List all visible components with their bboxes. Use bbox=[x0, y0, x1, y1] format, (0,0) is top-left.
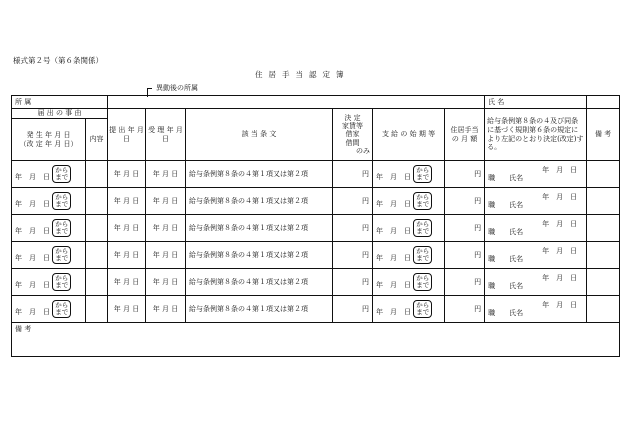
submit-date[interactable]: 年 月 日 bbox=[108, 269, 146, 296]
affiliation-label: 所 属 bbox=[12, 96, 108, 109]
remarks-cell[interactable] bbox=[587, 161, 620, 188]
content-label: 内容 bbox=[86, 119, 108, 161]
monthly-amount-label: 住居手当 の 月 額 bbox=[445, 109, 485, 161]
certification-table bbox=[11, 95, 620, 357]
decided-rent[interactable]: 円 bbox=[333, 296, 373, 323]
decided-rent[interactable]: 円 bbox=[333, 215, 373, 242]
content-cell[interactable] bbox=[86, 242, 108, 269]
footer-remarks[interactable] bbox=[12, 323, 620, 357]
clause-cell[interactable]: 給与条例第８条の４第１項又は第２項 bbox=[186, 296, 333, 323]
receive-date[interactable]: 年 月 日 bbox=[146, 188, 186, 215]
payment-start[interactable]: 年 月 日 から まで bbox=[373, 161, 445, 188]
table-row bbox=[12, 161, 620, 188]
approver-cell[interactable]: 年 月 日 職 氏名 bbox=[485, 242, 587, 269]
from-to-bracket: から まで bbox=[52, 192, 71, 210]
submit-date[interactable]: 年 月 日 bbox=[108, 296, 146, 323]
approver-cell[interactable]: 年 月 日 職 氏名 bbox=[485, 161, 587, 188]
clause-label: 該 当 条 文 bbox=[186, 109, 333, 161]
decided-rent-label: 決 定 家賃等 借家 借間 のみ bbox=[333, 109, 373, 161]
remarks-cell[interactable] bbox=[587, 242, 620, 269]
submit-date[interactable]: 年 月 日 bbox=[108, 161, 146, 188]
occurrence-date[interactable]: 年 月 日 から まで bbox=[12, 161, 86, 188]
monthly-amount[interactable]: 円 bbox=[445, 296, 485, 323]
clause-cell[interactable]: 給与条例第８条の４第１項又は第２項 bbox=[186, 161, 333, 188]
receive-date[interactable]: 年 月 日 bbox=[146, 242, 186, 269]
payment-period-label: 支 給 の 始 期 等 bbox=[373, 109, 445, 161]
data-rows bbox=[12, 161, 620, 323]
name-value[interactable] bbox=[587, 96, 620, 109]
payment-start[interactable]: 年 月 日 から まで bbox=[373, 269, 445, 296]
footer-remarks-row bbox=[12, 323, 620, 357]
payment-start[interactable]: 年 月 日 から まで bbox=[373, 296, 445, 323]
from-to-bracket: から まで bbox=[52, 273, 71, 291]
occurrence-date[interactable]: 年 月 日 から まで bbox=[12, 242, 86, 269]
table-row bbox=[12, 242, 620, 269]
monthly-amount[interactable]: 円 bbox=[445, 215, 485, 242]
receive-date[interactable]: 年 月 日 bbox=[146, 269, 186, 296]
form-number: 様式第２号（第６条関係） bbox=[13, 56, 103, 65]
approver-cell[interactable]: 年 月 日 職 氏名 bbox=[485, 188, 587, 215]
submit-date[interactable]: 年 月 日 bbox=[108, 188, 146, 215]
table-row bbox=[12, 188, 620, 215]
header-row-1 bbox=[12, 109, 620, 119]
receive-date[interactable]: 年 月 日 bbox=[146, 215, 186, 242]
affiliation-row bbox=[12, 96, 620, 109]
approver-cell[interactable]: 年 月 日 職 氏名 bbox=[485, 269, 587, 296]
table-row bbox=[12, 215, 620, 242]
clause-cell[interactable]: 給与条例第８条の４第１項又は第２項 bbox=[186, 215, 333, 242]
from-to-bracket: から まで bbox=[413, 165, 432, 183]
receive-date[interactable]: 年 月 日 bbox=[146, 161, 186, 188]
submit-date-label: 提 出 年 月 日 bbox=[108, 109, 146, 161]
remarks-cell[interactable] bbox=[587, 296, 620, 323]
submit-date[interactable]: 年 月 日 bbox=[108, 242, 146, 269]
decided-rent[interactable]: 円 bbox=[333, 242, 373, 269]
remarks-cell[interactable] bbox=[587, 269, 620, 296]
payment-start[interactable]: 年 月 日 から まで bbox=[373, 242, 445, 269]
clause-cell[interactable]: 給与条例第８条の４第１項又は第２項 bbox=[186, 242, 333, 269]
monthly-amount[interactable]: 円 bbox=[445, 269, 485, 296]
decided-rent[interactable]: 円 bbox=[333, 269, 373, 296]
from-to-bracket: から まで bbox=[413, 192, 432, 210]
clause-cell[interactable]: 給与条例第８条の４第１項又は第２項 bbox=[186, 269, 333, 296]
approver-cell[interactable]: 年 月 日 職 氏名 bbox=[485, 296, 587, 323]
approver-cell[interactable]: 年 月 日 職 氏名 bbox=[485, 215, 587, 242]
submit-date[interactable]: 年 月 日 bbox=[108, 215, 146, 242]
from-to-bracket: から まで bbox=[52, 165, 71, 183]
content-cell[interactable] bbox=[86, 161, 108, 188]
monthly-amount[interactable]: 円 bbox=[445, 242, 485, 269]
footer-remarks-label: 備 考 bbox=[15, 325, 32, 333]
remarks-label: 備 考 bbox=[587, 109, 620, 161]
page-title: 住居手当認定簿 bbox=[255, 70, 350, 79]
payment-start[interactable]: 年 月 日 から まで bbox=[373, 188, 445, 215]
table-row bbox=[12, 269, 620, 296]
remarks-cell[interactable] bbox=[587, 215, 620, 242]
content-cell[interactable] bbox=[86, 215, 108, 242]
name-label: 氏 名 bbox=[485, 96, 587, 109]
content-cell[interactable] bbox=[86, 296, 108, 323]
table-row bbox=[12, 296, 620, 323]
monthly-amount[interactable]: 円 bbox=[445, 161, 485, 188]
from-to-bracket: から まで bbox=[413, 219, 432, 237]
occurrence-date[interactable]: 年 月 日 から まで bbox=[12, 269, 86, 296]
remarks-cell[interactable] bbox=[587, 188, 620, 215]
notification-label: 届 出 の 事 由 bbox=[12, 109, 108, 119]
occurrence-date[interactable]: 年 月 日 から まで bbox=[12, 188, 86, 215]
monthly-amount[interactable]: 円 bbox=[445, 188, 485, 215]
from-to-bracket: から まで bbox=[413, 300, 432, 318]
payment-start[interactable]: 年 月 日 から まで bbox=[373, 215, 445, 242]
receive-date-label: 受 理 年 月 日 bbox=[146, 109, 186, 161]
from-to-bracket: から まで bbox=[413, 273, 432, 291]
occurrence-date[interactable]: 年 月 日 から まで bbox=[12, 296, 86, 323]
occurrence-date[interactable]: 年 月 日 から まで bbox=[12, 215, 86, 242]
decided-rent[interactable]: 円 bbox=[333, 161, 373, 188]
after-move-label: 異動後の所属 bbox=[156, 84, 198, 92]
occurrence-date-label: 発 生 年 月 日 （改 定 年 月 日） bbox=[12, 119, 86, 161]
affiliation-value[interactable] bbox=[108, 96, 485, 109]
decision-text: 給与条例第８条の４及び同条に基づく規則第６条の規定により左記のとおり決定(改定)する。 bbox=[485, 109, 587, 161]
from-to-bracket: から まで bbox=[52, 219, 71, 237]
from-to-bracket: から まで bbox=[52, 246, 71, 264]
content-cell[interactable] bbox=[86, 269, 108, 296]
content-cell[interactable] bbox=[86, 188, 108, 215]
clause-cell[interactable]: 給与条例第８条の４第１項又は第２項 bbox=[186, 188, 333, 215]
from-to-bracket: から まで bbox=[52, 300, 71, 318]
from-to-bracket: から まで bbox=[413, 246, 432, 264]
receive-date[interactable]: 年 月 日 bbox=[146, 296, 186, 323]
decided-rent[interactable]: 円 bbox=[333, 188, 373, 215]
